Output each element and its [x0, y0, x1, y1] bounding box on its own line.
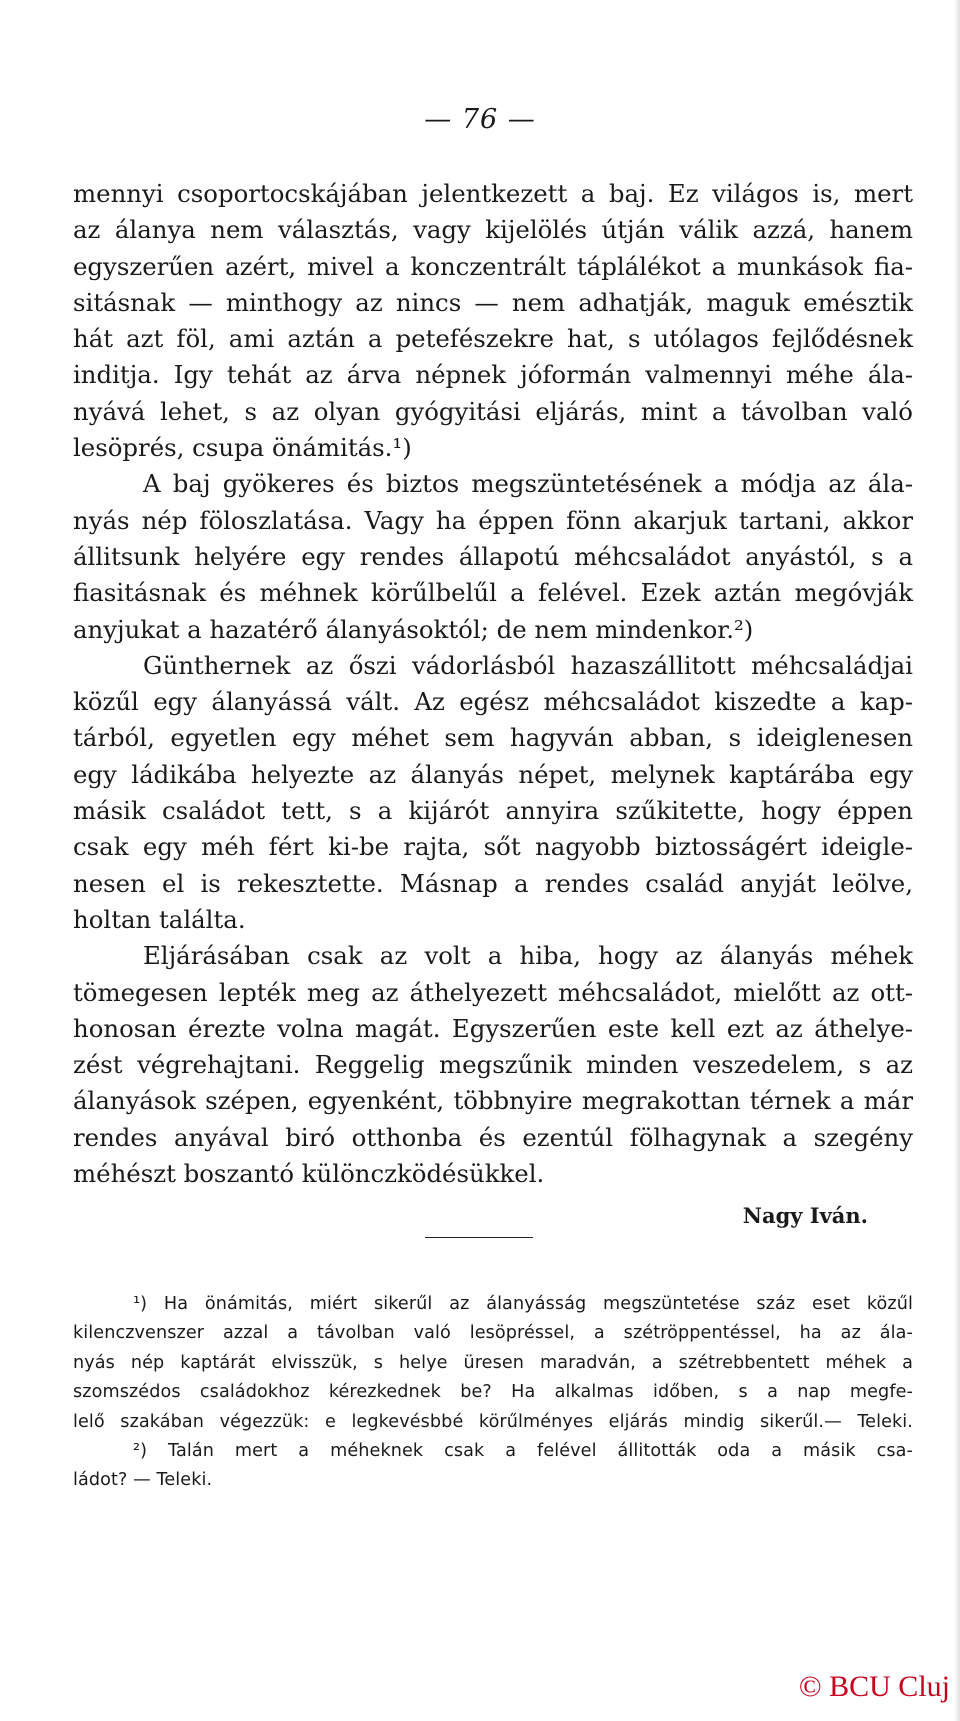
text-line: közűl egy álanyássá vált. Az egész méhcsaládot kiszedte a kap-	[73, 687, 913, 717]
text-line: zést végrehajtani. Reggelig megszűnik minden veszedelem, s az	[73, 1050, 913, 1080]
paragraph-4	[73, 938, 913, 1192]
text-line: nyás nép föloszlatása. Vagy ha éppen fönn akarjuk tartani, akkor	[73, 505, 913, 535]
text-line: másik családot tett, s a kijárót annyira szűkitette, hogy éppen	[73, 796, 913, 826]
page-number: — 76 —	[424, 104, 536, 135]
paragraph-2	[73, 466, 913, 647]
page-edge-shadow	[954, 0, 960, 1721]
text-line: álanyások szépen, egyenként, többnyire megrakottan térnek a már	[73, 1086, 913, 1116]
text-line: tömegesen lepték meg az áthelyezett méhcsaládot, mielőtt az ott-	[73, 977, 913, 1007]
footnote-line: szomszédos családokhoz kérezkednek be? Ha alkalmas időben, s a nap megfe-	[73, 1382, 913, 1403]
footnote-line: ¹) Ha önámitás, miért sikerűl az álanyásság megszüntetése száz eset közűl	[133, 1294, 913, 1314]
text-line: Eljárásában csak az volt a hiba, hogy az álanyás méhek	[143, 941, 913, 971]
text-line: anyjukat a hazatérő álanyásoktól; de nem mindenkor.²)	[73, 614, 754, 644]
footnote-line: ²) Talán mert a méheknek csak a felével állitották oda a másik csa-	[133, 1441, 913, 1462]
footnote-line: lelő szakában végezzük: e legkevésbbé körűlményes eljárás mindig sikerűl.— Teleki.	[73, 1411, 913, 1432]
text-line: fiasitásnak és méhnek körűlbelűl a felével. Ezek aztán megóvják	[73, 578, 913, 608]
text-line: sitásnak — minthogy az nincs — nem adhatják, maguk emésztik	[73, 287, 913, 317]
text-line: rendes anyával biró otthonba és ezentúl fölhagynak a szegény	[73, 1122, 913, 1152]
text-line: méhészt boszantó különczködésükkel.	[73, 1159, 545, 1189]
text-line: állitsunk helyére egy rendes állapotú méhcsaládot anyástól, s a	[73, 541, 913, 571]
text-line: az álanya nem választás, vagy kijelölés útján válik azzá, hanem	[73, 215, 913, 245]
text-line: lesöprés, csupa önámitás.¹)	[73, 433, 412, 463]
paragraph-1	[73, 176, 913, 466]
text-line: csak egy méh fért ki-be rajta, sőt nagyobb biztosságért ideigle-	[73, 832, 913, 862]
text-line: inditja. Igy tehát az árva népnek jóformán valmennyi méhe ála-	[73, 360, 913, 390]
library-stamp: © BCU Cluj	[798, 1670, 950, 1703]
text-line: tárból, egyetlen egy méhet sem hagyván abban, s ideiglenesen	[73, 723, 913, 753]
text-line: Günthernek az őszi vádorlásból hazaszállitott méhcsaládjai	[143, 650, 913, 680]
paragraph-3	[73, 648, 913, 938]
text-line: hát azt föl, ami aztán a petefészekre hat, s utólagos fejlődésnek	[73, 324, 913, 354]
footnote-separator	[425, 1237, 533, 1238]
text-line: egyszerűen azért, mivel a konczentrált táplálékot a munkások fia-	[73, 251, 913, 281]
author-signature: Nagy Iván.	[742, 1203, 868, 1229]
text-line: holtan találta.	[73, 904, 246, 934]
footnote-line: nyás nép kaptárát elvisszük, s helye üresen maradván, a szétrebbentett méhek a	[73, 1352, 913, 1373]
text-line: honosan érezte volna magát. Egyszerűen este kell ezt az áthelye-	[73, 1013, 913, 1043]
footnote-line: ládot? — Teleki.	[73, 1470, 213, 1491]
footnote-1	[73, 1290, 913, 1437]
main-text	[73, 176, 913, 1235]
text-line: nesen el is rekesztette. Másnap a rendes család anyját leölve,	[73, 868, 913, 898]
text-line: mennyi csoportocskájában jelentkezett a baj. Ez világos is, mert	[73, 179, 913, 208]
text-line: egy ládikába helyezte az álanyás népet, melynek kaptárába egy	[73, 759, 913, 789]
footnote-2	[73, 1437, 913, 1496]
text-line: A baj gyökeres és biztos megszüntetésének a módja az ála-	[143, 469, 913, 499]
footnotes	[73, 1290, 913, 1496]
text-line: nyává lehet, s az olyan gyógyitási eljárás, mint a távolban való	[73, 396, 913, 426]
footnote-line: kilenczvenszer azzal a távolban való lesöpréssel, a szétröppentéssel, ha az ála-	[73, 1323, 913, 1344]
